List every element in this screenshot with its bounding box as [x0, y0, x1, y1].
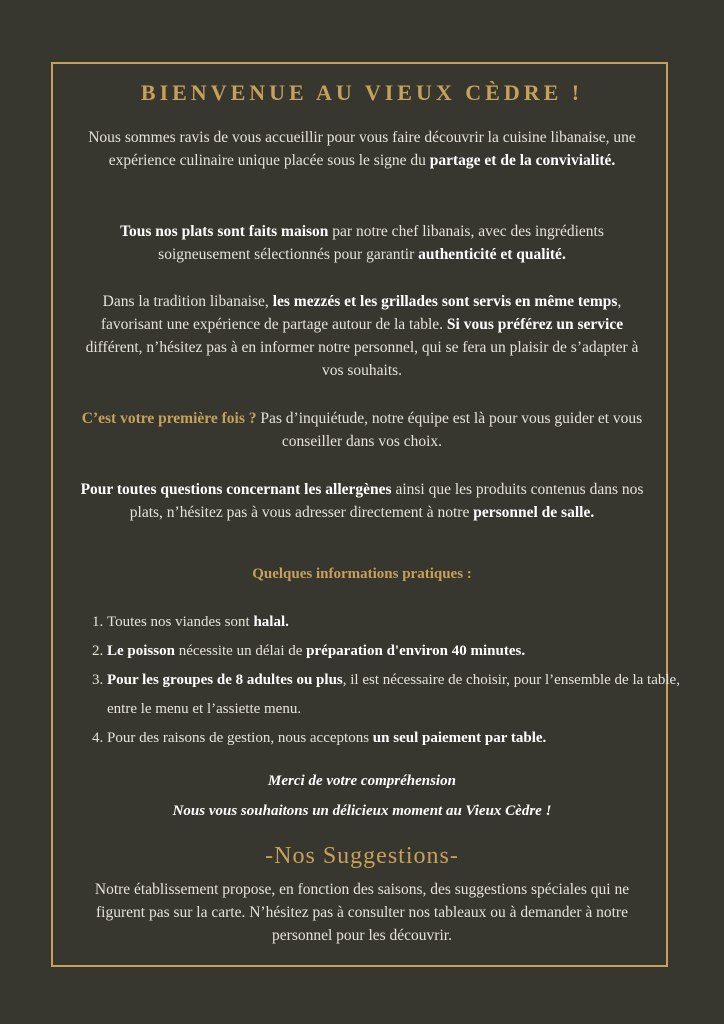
tradition-bold-1: les mezzés et les grillades sont servis en même temps — [272, 293, 618, 310]
tradition-text-3: différent, n’hésitez pas à en informer notre personnel, qui se fera un plaisir de s’adapter à vos souhaits. — [85, 339, 639, 379]
practical-list — [85, 608, 682, 753]
homemade-bold: Tous nos plats sont faits maison — [120, 223, 329, 240]
item-bold: halal. — [253, 614, 289, 630]
intro-text: Nous sommes ravis de vous accueillir pour vous faire découvrir la cuisine libanaise, une expérience culinaire unique placée sous le signe du — [88, 129, 636, 169]
item-text: , il est nécessaire de choisir, pour l’ensemble de la table, entre le menu et l’assiette menu. — [107, 672, 680, 717]
intro-paragraph — [78, 126, 646, 172]
tradition-text-1: Dans la tradition libanaise, — [102, 293, 273, 310]
first-time-text: Pas d’inquiétude, notre équipe est là pour vous guider et vous conseiller dans vos choix. — [256, 410, 643, 450]
item-text: Pour des raisons de gestion, nous acceptons — [107, 730, 373, 746]
homemade-paragraph — [78, 220, 646, 266]
list-item — [107, 666, 682, 724]
item-bold-2: préparation d'environ 40 minutes. — [306, 643, 526, 659]
allergens-bold: Pour toutes questions concernant les allergènes — [80, 481, 392, 498]
welcome-title: BIENVENUE AU VIEUX CÈDRE ! — [140, 80, 584, 105]
item-bold: Pour les groupes de 8 adultes ou plus — [107, 672, 343, 688]
item-text: nécessite un délai de — [174, 643, 307, 659]
item-text: Toutes nos viandes sont — [107, 614, 254, 630]
thanks-line-1: Merci de votre compréhension — [268, 773, 456, 789]
list-item — [107, 608, 682, 637]
first-time-paragraph — [78, 407, 646, 453]
tradition-bold-2: Si vous préférez un service — [446, 316, 624, 333]
suggestions-title: -Nos Suggestions- — [265, 843, 459, 869]
list-item — [107, 724, 682, 753]
intro-bold: partage et de la convivialité. — [429, 152, 616, 169]
first-time-question: C’est votre première fois ? — [81, 410, 257, 427]
allergens-paragraph — [78, 478, 646, 524]
allergens-text: ainsi que les produits contenus dans nos plats, n’hésitez pas à vous adresser directement à notre — [129, 481, 644, 521]
thanks-line-2: Nous vous souhaitons un délicieux moment au Vieux Cèdre ! — [172, 803, 552, 819]
tradition-text-2: , favorisant une expérience de partage autour de la table. — [100, 293, 622, 333]
item-bold: un seul paiement par table. — [372, 730, 547, 746]
quality-bold: authenticité et qualité. — [418, 246, 566, 263]
suggestions-paragraph: Notre établissement propose, en fonction des saisons, des suggestions spéciales qui ne figurent pas sur la carte. N’hésitez pas à consulter nos tableaux ou à demander à notre personnel pour les découvrir. — [94, 881, 630, 944]
tradition-paragraph — [78, 290, 646, 382]
list-item — [107, 637, 682, 666]
practical-heading: Quelques informations pratiques : — [252, 566, 472, 582]
item-bold: Le poisson — [107, 643, 175, 659]
staff-bold: personnel de salle. — [473, 504, 595, 521]
homemade-text: par notre chef libanais, avec des ingrédients soigneusement sélectionnés pour garantir — [158, 223, 604, 263]
